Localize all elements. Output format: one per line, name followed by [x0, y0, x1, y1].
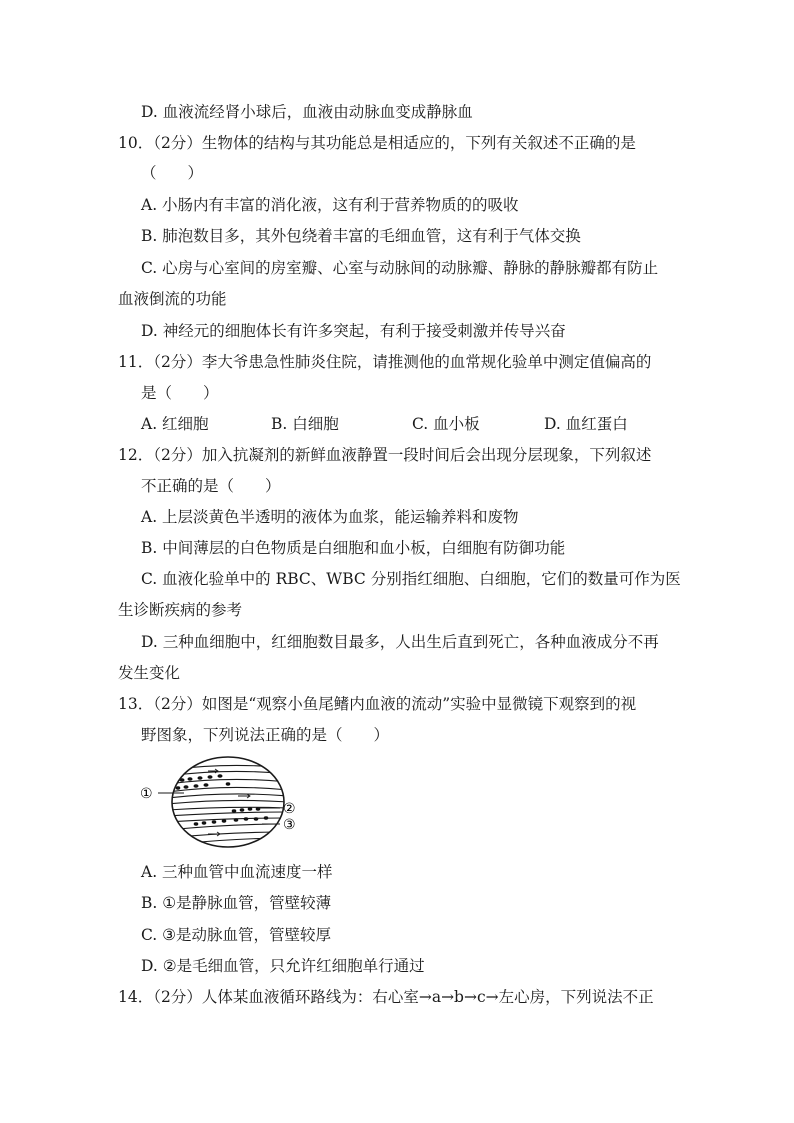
q10-option-c-line1: C. 心房与心室间的房室瓣、心室与动脉间的动脉瓣、静脉的静脉瓣都有防止	[141, 259, 659, 277]
q12-option-d-line2: 发生变化	[118, 664, 181, 682]
q11-option-d: D. 血红蛋白	[544, 415, 628, 433]
q13-stem-line2: 野图象，下列说法正确的是（ ）	[141, 726, 390, 744]
q11-stem-line2: 是（ ）	[141, 384, 219, 402]
q10-option-b: B. 肺泡数目多，其外包绕着丰富的毛细血管，这有利于气体交换	[141, 227, 581, 245]
q13-option-b: B. ①是静脉血管，管壁较薄	[141, 894, 332, 912]
figure-label-1: ①	[140, 786, 153, 802]
q11-option-c: C. 血小板	[412, 415, 480, 433]
q10-stem-line1: 10．（2分）生物体的结构与其功能总是相适应的，下列有关叙述不正确的是	[118, 134, 636, 152]
q9-option-d: D. 血液流经肾小球后，血液由动脉血变成静脉血	[141, 103, 473, 121]
q12-option-a: A. 上层淡黄色半透明的液体为血浆，能运输养料和废物	[141, 508, 519, 526]
q11-options-row	[0, 414, 794, 434]
q14-stem-line1: 14．（2分）人体某血液循环路线为：右心室→a→b→c→左心房，下列说法不正	[118, 988, 654, 1006]
microscope-field-figure	[138, 754, 308, 850]
q10-stem-line2: （ ）	[141, 164, 204, 182]
q12-option-b: B. 中间薄层的白色物质是白细胞和血小板，白细胞有防御功能	[141, 539, 566, 557]
q13-option-c: C. ③是动脉血管，管壁较厚	[141, 926, 332, 944]
q11-option-a: A. 红细胞	[141, 415, 209, 433]
q13-option-a: A. 三种血管中血流速度一样	[141, 863, 333, 881]
q12-option-c-line2: 生诊断疾病的参考	[118, 601, 243, 619]
q12-option-d-line1: D. 三种血细胞中，红细胞数目最多，人出生后直到死亡，各种血液成分不再	[141, 633, 659, 651]
q10-option-c-line2: 血液倒流的功能	[118, 290, 227, 308]
q13-option-d: D. ②是毛细血管，只允许红细胞单行通过	[141, 957, 425, 975]
q12-stem-line1: 12．（2分）加入抗凝剂的新鲜血液静置一段时间后会出现分层现象，下列叙述	[118, 446, 652, 464]
q12-option-c-line1: C. 血液化验单中的 RBC、WBC 分别指红细胞、白细胞，它们的数量可作为医	[141, 570, 681, 588]
q11-option-b: B. 白细胞	[271, 415, 339, 433]
q10-option-a: A. 小肠内有丰富的消化液，这有利于营养物质的的吸收	[141, 196, 519, 214]
figure-label-3: ③	[283, 817, 296, 833]
figure-label-2: ②	[283, 801, 296, 817]
q13-stem-line1: 13．（2分）如图是“观察小鱼尾鳍内血液的流动”实验中显微镜下观察到的视	[118, 695, 637, 713]
q12-stem-line2: 不正确的是（ ）	[141, 477, 281, 495]
q11-stem-line1: 11．（2分）李大爷患急性肺炎住院，请推测他的血常规化验单中测定值偏高的	[118, 353, 652, 371]
q10-option-d: D. 神经元的细胞体长有许多突起，有利于接受刺激并传导兴奋	[141, 322, 566, 340]
